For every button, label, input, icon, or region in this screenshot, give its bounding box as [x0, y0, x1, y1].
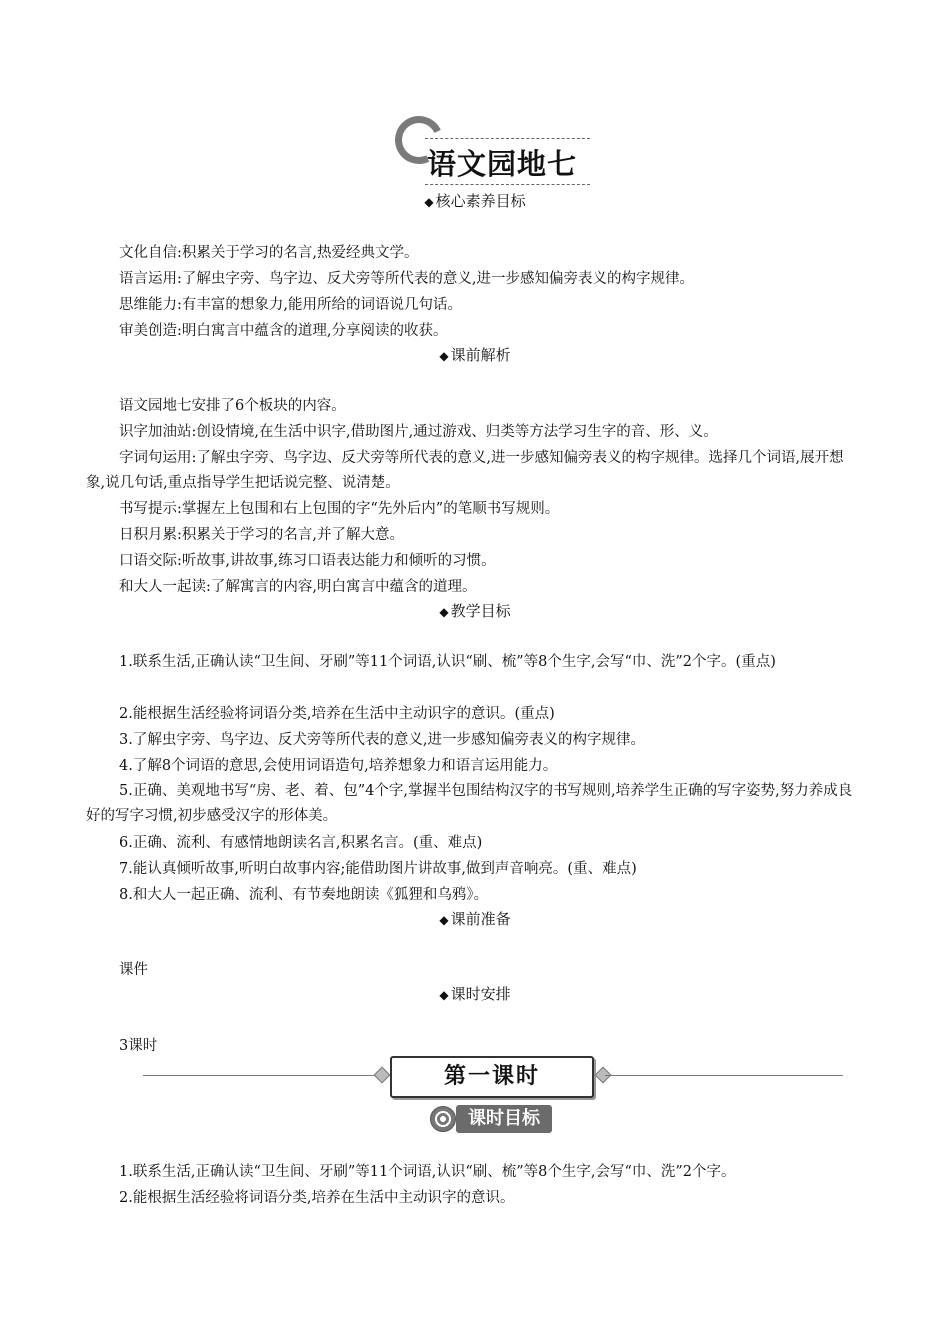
lesson-goal-label: 课时目标: [456, 1105, 552, 1133]
lesson-divider: [143, 1075, 378, 1076]
section-heading-teaching-goals: ◆ 教学目标: [439, 602, 511, 620]
title-divider: [425, 184, 590, 185]
lesson-divider: [605, 1075, 843, 1076]
lesson-goal-item: 2.能根据生活经验将词语分类,培养在生活中主动识字的意识。: [119, 1190, 515, 1206]
teaching-goal-item: 8.和大人一起正确、流利、有节奏地朗读《狐狸和乌鸦》。: [119, 887, 489, 903]
section-heading-schedule: ◆ 课时安排: [439, 985, 511, 1003]
diamond-bullet-icon: ◆: [439, 605, 449, 619]
teaching-goal-item: 1.联系生活,正确认读“卫生间、牙刷”等11个词语,认识“刷、梳”等8个生字,会写“巾、洗”2个字。(重点): [119, 654, 776, 670]
section-heading-core-goals: ◆ 核心素养目标: [424, 192, 526, 210]
diamond-bullet-icon: ◆: [439, 349, 449, 363]
section-heading-pre-analysis: ◆ 课前解析: [439, 346, 511, 364]
diamond-bullet-icon: ◆: [439, 913, 449, 927]
lesson-title: 第一课时: [390, 1056, 594, 1098]
analysis-item: 日积月累:积累关于学习的名言,并了解大意。: [119, 527, 404, 543]
lesson-goal-item: 1.联系生活,正确认读“卫生间、牙刷”等11个词语,认识“刷、梳”等8个生字,会写“巾、洗”2个字。: [119, 1164, 736, 1180]
core-goal-item: 思维能力:有丰富的想象力,能用所给的词语说几句话。: [119, 297, 462, 313]
page-title: 语文园地七: [427, 147, 578, 181]
analysis-item: 和大人一起读:了解寓言的内容,明白寓言中蕴含的道理。: [119, 579, 477, 595]
teaching-goal-item: 2.能根据生活经验将词语分类,培养在生活中主动识字的意识。(重点): [119, 706, 555, 722]
analysis-item: 语文园地七安排了6个板块的内容。: [119, 398, 346, 414]
teaching-goal-item: 6.正确、流利、有感情地朗读名言,积累名言。(重、难点): [119, 835, 483, 851]
core-goal-item: 文化自信:积累关于学习的名言,热爱经典文学。: [119, 245, 419, 261]
analysis-item: 口语交际:听故事,讲故事,练习口语表达能力和倾听的习惯。: [119, 553, 496, 569]
teaching-goal-item: 5.正确、美观地书写“房、老、着、包”4个字,掌握半包围结构汉字的书写规则,培养学生正确的写字姿势,努力养成良好的写字习惯,初步感受汉字的形体美。: [86, 783, 853, 824]
teaching-goal-item: 3.了解虫字旁、鸟字边、反犬旁等所代表的意义,进一步感知偏旁表义的构字规律。: [119, 732, 645, 748]
diamond-bullet-icon: ◆: [439, 988, 449, 1002]
core-goal-item: 审美创造:明白寓言中蕴含的道理,分享阅读的收获。: [119, 323, 448, 339]
title-block: [395, 116, 595, 188]
teaching-goal-item: 4.了解8个词语的意思,会使用词语造句,培养想象力和语言运用能力。: [119, 758, 558, 774]
section-heading-preparation: ◆ 课前准备: [439, 910, 511, 928]
schedule-text: 3课时: [119, 1038, 158, 1054]
analysis-item: 书写提示:掌握左上包围和右上包围的字“先外后内”的笔顺书写规则。: [119, 501, 560, 517]
preparation-text: 课件: [119, 962, 148, 978]
core-goal-item: 语言运用:了解虫字旁、鸟字边、反犬旁等所代表的意义,进一步感知偏旁表义的构字规律。: [119, 271, 694, 287]
teaching-goal-item: 7.能认真倾听故事,听明白故事内容;能借助图片讲故事,做到声音响亮。(重、难点): [119, 861, 637, 877]
target-icon: [430, 1106, 456, 1132]
diamond-bullet-icon: ◆: [424, 195, 434, 209]
lesson-goal-badge: [430, 1105, 552, 1133]
title-divider: [425, 138, 590, 139]
analysis-item: 识字加油站:创设情境,在生活中识字,借助图片,通过游戏、归类等方法学习生字的音、形、义。: [119, 424, 718, 440]
analysis-item: 字词句运用:了解虫字旁、鸟字边、反犬旁等所代表的意义,进一步感知偏旁表义的构字规律。选择几个词语,展开想象,说几句话,重点指导学生把话说完整、说清楚。: [86, 450, 844, 491]
diamond-ornament-icon: [374, 1067, 391, 1084]
